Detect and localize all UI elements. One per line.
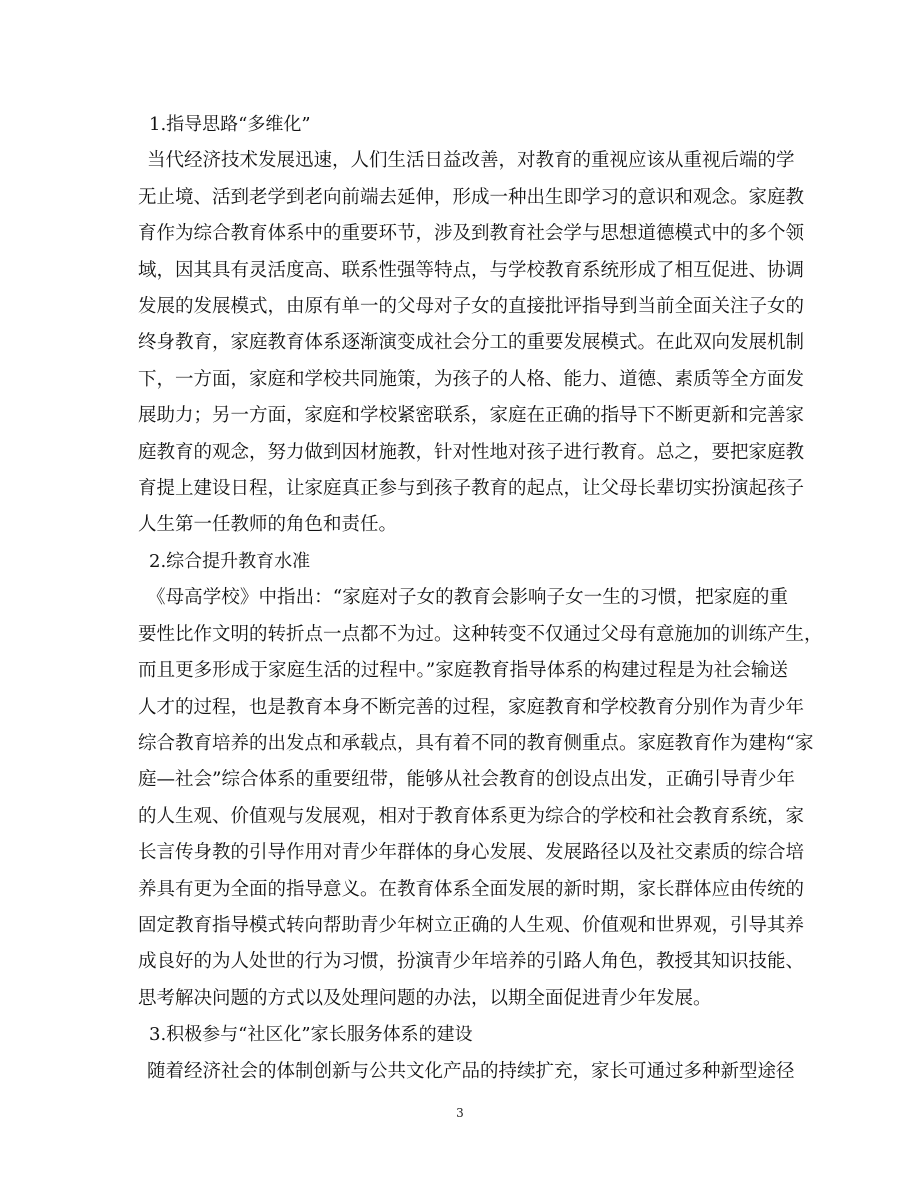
text-line: 成良好的为人处世的行为习惯，扮演青少年培养的引路人角色，教授其知识技能、 — [138, 951, 805, 973]
text-line: 综合教育培养的出发点和承载点，具有着不同的教育侧重点。家庭教育作为建构“家 — [138, 732, 814, 754]
text-line: 育提上建设日程，让家庭真正参与到孩子教育的起点，让父母长辈切实扮演起孩子 — [138, 478, 805, 500]
text-line: 长言传身教的引导作用对青少年群体的身心发展、发展路径以及社交素质的综合培 — [138, 842, 805, 864]
section-heading-2: 2.综合提升教育水准 — [149, 550, 311, 572]
text-line: 的人生观、价值观与发展观，相对于教育体系更为综合的学校和社会教育系统，家 — [138, 805, 805, 827]
text-line: 要性比作文明的转折点一点都不为过。这种转变不仅通过父母有意施加的训练产生， — [138, 623, 823, 645]
section-paragraph-3 — [138, 1054, 795, 1090]
text-line: 固定教育指导模式转向帮助青少年树立正确的人生观、价值观和世界观，引导其养 — [138, 914, 805, 936]
text-line: 当代经济技术发展迅速，人们生活日益改善，对教育的重视应该从重视后端的学 — [147, 150, 795, 172]
document-body — [138, 107, 823, 1090]
text-line: 育作为综合教育体系中的重要环节，涉及到教育社会学与思想道德模式中的多个领 — [138, 223, 805, 245]
text-line: 人生第一任教师的角色和责任。 — [138, 514, 398, 536]
text-line: 展助力；另一方面，家庭和学校紧密联系，家庭在正确的指导下不断更新和完善家 — [138, 405, 805, 427]
section-heading-3: 3.积极参与“社区化”家长服务体系的建设 — [149, 1024, 473, 1046]
text-line: 庭教育的观念，努力做到因材施教，针对性地对孩子进行教育。总之，要把家庭教 — [138, 441, 805, 463]
text-line: 养具有更为全面的指导意义。在教育体系全面发展的新时期，家长群体应由传统的 — [138, 878, 805, 900]
text-line: 人才的过程，也是教育本身不断完善的过程，家庭教育和学校教育分别作为青少年 — [138, 696, 805, 718]
section-paragraph-2 — [138, 580, 823, 1017]
page-number: 3 — [456, 1106, 464, 1120]
text-line: 终身教育，家庭教育体系逐渐演变成社会分工的重要发展模式。在此双向发展机制 — [138, 332, 805, 354]
section-heading-1: 1.指导思路“多维化” — [149, 114, 311, 135]
text-line: 庭—社会”综合体系的重要纽带，能够从社会教育的创设点出发，正确引导青少年 — [138, 769, 795, 791]
section-paragraph-1 — [138, 143, 805, 543]
text-line: 无止境、活到老学到老向前端去延伸，形成一种出生即学习的意识和观念。家庭教 — [138, 186, 805, 208]
text-line: 随着经济社会的体制创新与公共文化产品的持续扩充，家长可通过多种新型途径 — [147, 1060, 795, 1082]
text-line: 《母高学校》中指出：“家庭对子女的教育会影响子女一生的习惯，把家庭的重 — [147, 587, 788, 609]
text-line: 域，因其具有灵活度高、联系性强等特点，与学校教育系统形成了相互促进、协调 — [138, 259, 805, 281]
text-line: 发展的发展模式，由原有单一的父母对子女的直接批评指导到当前全面关注子女的 — [138, 296, 805, 318]
text-line: 思考解决问题的方式以及处理问题的办法，以期全面促进青少年发展。 — [138, 987, 712, 1009]
text-line: 而且更多形成于家庭生活的过程中。”家庭教育指导体系的构建过程是为社会输送 — [138, 660, 788, 682]
text-line: 下，一方面，家庭和学校共同施策，为孩子的人格、能力、道德、素质等全方面发 — [138, 368, 805, 390]
